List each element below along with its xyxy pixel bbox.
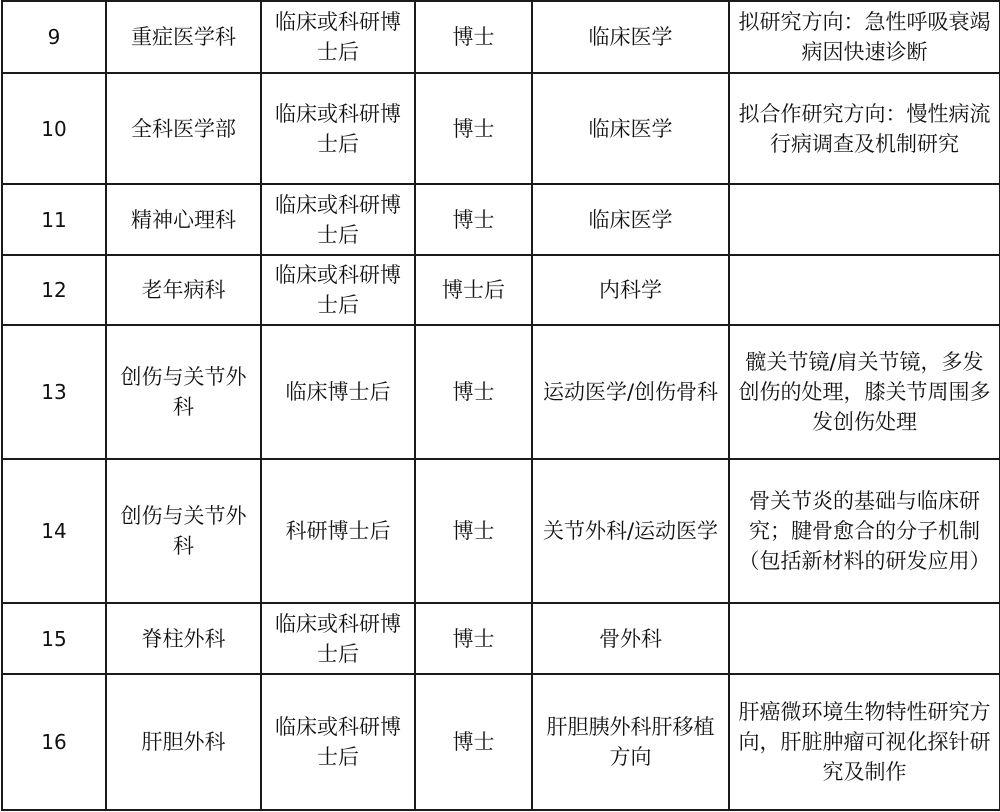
- postdoc-type-cell: 临床或科研博士后: [261, 255, 415, 325]
- row-number: 10: [2, 73, 106, 184]
- postdoc-type-cell: 临床或科研博士后: [261, 603, 415, 674]
- department-cell: 重症医学科: [106, 1, 261, 73]
- research-direction-cell: 肝癌微环境生物特性研究方向，肝脏肿瘤可视化探针研究及制作: [729, 674, 1000, 810]
- row-number: 14: [2, 459, 106, 603]
- table-row: [2, 1, 1000, 73]
- table-row: [2, 459, 1000, 603]
- table-row: [2, 325, 1000, 459]
- degree-cell: 博士: [415, 459, 532, 603]
- row-number: 11: [2, 184, 106, 255]
- department-cell: 全科医学部: [106, 73, 261, 184]
- research-direction-cell: [729, 603, 1000, 674]
- postdoc-type-cell: 临床或科研博士后: [261, 674, 415, 810]
- major-cell: 临床医学: [532, 1, 729, 73]
- research-direction-cell: [729, 184, 1000, 255]
- department-cell: 精神心理科: [106, 184, 261, 255]
- degree-cell: 博士: [415, 325, 532, 459]
- row-number: 16: [2, 674, 106, 810]
- major-cell: 关节外科/运动医学: [532, 459, 729, 603]
- table-row: [2, 73, 1000, 184]
- research-direction-cell: 拟研究方向：急性呼吸衰竭病因快速诊断: [729, 1, 1000, 73]
- row-number: 13: [2, 325, 106, 459]
- row-number: 15: [2, 603, 106, 674]
- degree-cell: 博士: [415, 603, 532, 674]
- degree-cell: 博士: [415, 184, 532, 255]
- department-cell: 肝胆外科: [106, 674, 261, 810]
- major-cell: 运动医学/创伤骨科: [532, 325, 729, 459]
- research-direction-cell: [729, 255, 1000, 325]
- research-direction-cell: 骨关节炎的基础与临床研究；腱骨愈合的分子机制（包括新材料的研发应用）: [729, 459, 1000, 603]
- row-number: 12: [2, 255, 106, 325]
- major-cell: 骨外科: [532, 603, 729, 674]
- department-cell: 脊柱外科: [106, 603, 261, 674]
- table-row: [2, 674, 1000, 810]
- table-row: [2, 255, 1000, 325]
- postdoc-type-cell: 科研博士后: [261, 459, 415, 603]
- table-row: [2, 184, 1000, 255]
- research-direction-cell: 髋关节镜/肩关节镜，多发创伤的处理，膝关节周围多发创伤处理: [729, 325, 1000, 459]
- postdoc-type-cell: 临床博士后: [261, 325, 415, 459]
- research-direction-cell: 拟合作研究方向：慢性病流行病调查及机制研究: [729, 73, 1000, 184]
- postdoc-type-cell: 临床或科研博士后: [261, 73, 415, 184]
- postdoc-type-cell: 临床或科研博士后: [261, 1, 415, 73]
- row-number: 9: [2, 1, 106, 73]
- department-cell: 老年病科: [106, 255, 261, 325]
- major-cell: 肝胆胰外科肝移植方向: [532, 674, 729, 810]
- recruitment-table: [1, 0, 1000, 811]
- degree-cell: 博士: [415, 73, 532, 184]
- major-cell: 临床医学: [532, 73, 729, 184]
- major-cell: 内科学: [532, 255, 729, 325]
- degree-cell: 博士: [415, 1, 532, 73]
- department-cell: 创伤与关节外科: [106, 325, 261, 459]
- department-cell: 创伤与关节外科: [106, 459, 261, 603]
- degree-cell: 博士后: [415, 255, 532, 325]
- table-row: [2, 603, 1000, 674]
- postdoc-type-cell: 临床或科研博士后: [261, 184, 415, 255]
- degree-cell: 博士: [415, 674, 532, 810]
- major-cell: 临床医学: [532, 184, 729, 255]
